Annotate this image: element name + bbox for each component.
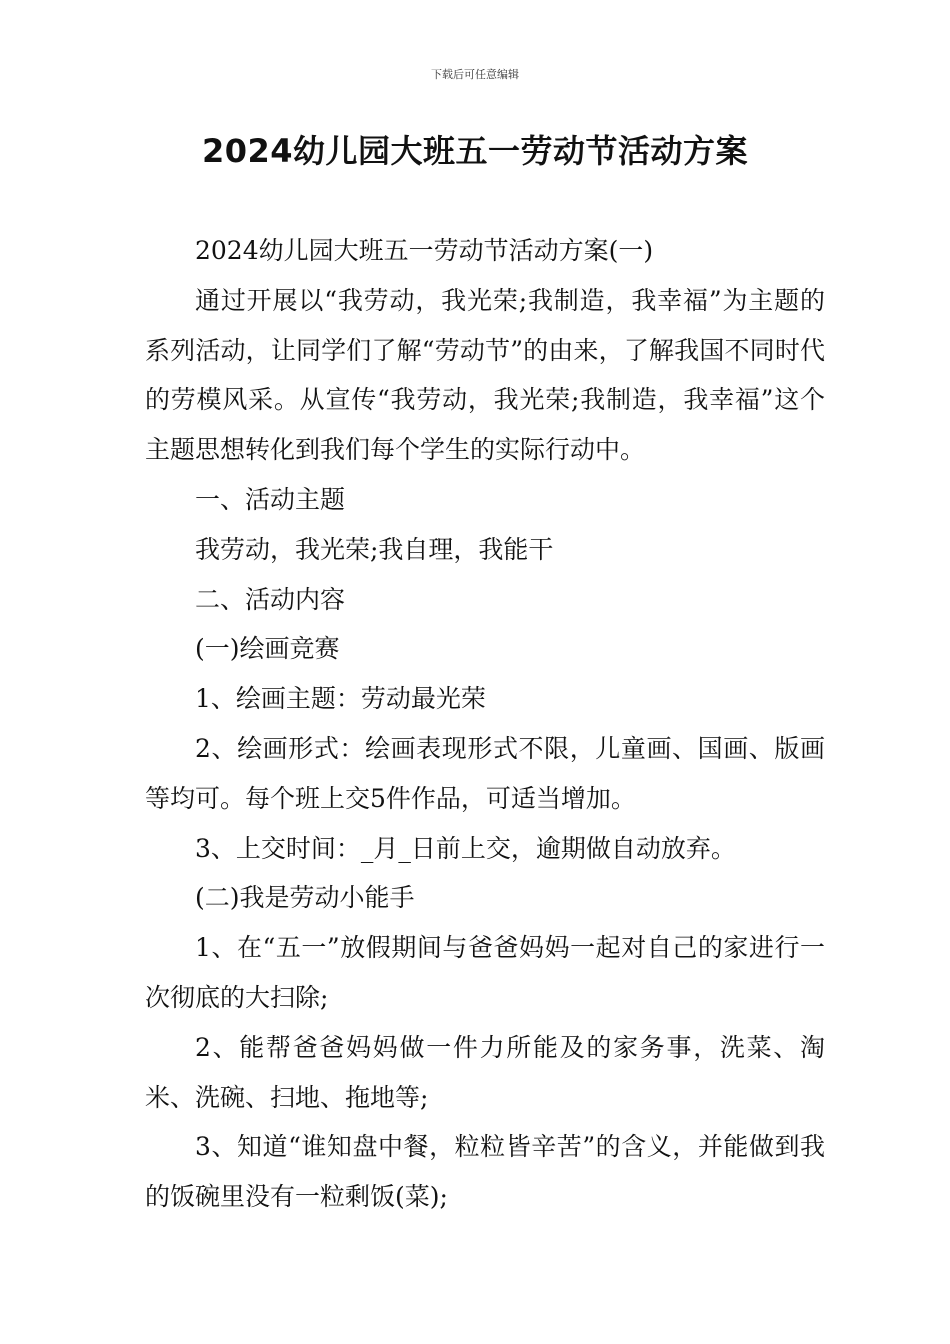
list-item: 2、绘画形式：绘画表现形式不限，儿童画、国画、版画等均可。每个班上交5件作品，可适当增加。 — [145, 733, 825, 813]
subsection-heading-labor: (二)我是劳动小能手 — [195, 883, 415, 913]
list-item: 2、能帮爸爸妈妈做一件力所能及的家务事，洗菜、淘米、洗碗、扫地、拖地等; — [145, 1032, 825, 1112]
subtitle-paragraph: 2024幼儿园大班五一劳动节活动方案(一) — [195, 236, 654, 265]
section-heading-content: 二、活动内容 — [195, 584, 346, 614]
header-note: 下载后可任意编辑 — [431, 68, 519, 81]
document-title: 2024幼儿园大班五一劳动节活动方案 — [201, 132, 749, 170]
list-item: 1、在“五一”放假期间与爸爸妈妈一起对自己的家进行一次彻底的大扫除; — [145, 933, 825, 1012]
document-body — [145, 226, 825, 1222]
intro-paragraph: 通过开展以“我劳动，我光荣;我制造，我幸福”为主题的系列活动，让同学们了解“劳动节”的由来，了解我国不同时代的劳模风采。从宣传“我劳动，我光荣;我制造，我幸福”这个主题思想转化到我们每个学生的实际行动中。 — [145, 285, 825, 465]
list-item: 1、绘画主题：劳动最光荣 — [195, 684, 486, 714]
subsection-heading-drawing: (一)绘画竞赛 — [195, 634, 340, 664]
list-item: 3、上交时间：_月_日前上交，逾期做自动放弃。 — [195, 833, 736, 863]
list-item: 3、知道“谁知盘中餐，粒粒皆辛苦”的含义，并能做到我的饭碗里没有一粒剩饭(菜); — [145, 1132, 825, 1212]
section-heading-theme: 一、活动主题 — [195, 484, 346, 514]
theme-text: 我劳动，我光荣;我自理，我能干 — [195, 534, 554, 564]
